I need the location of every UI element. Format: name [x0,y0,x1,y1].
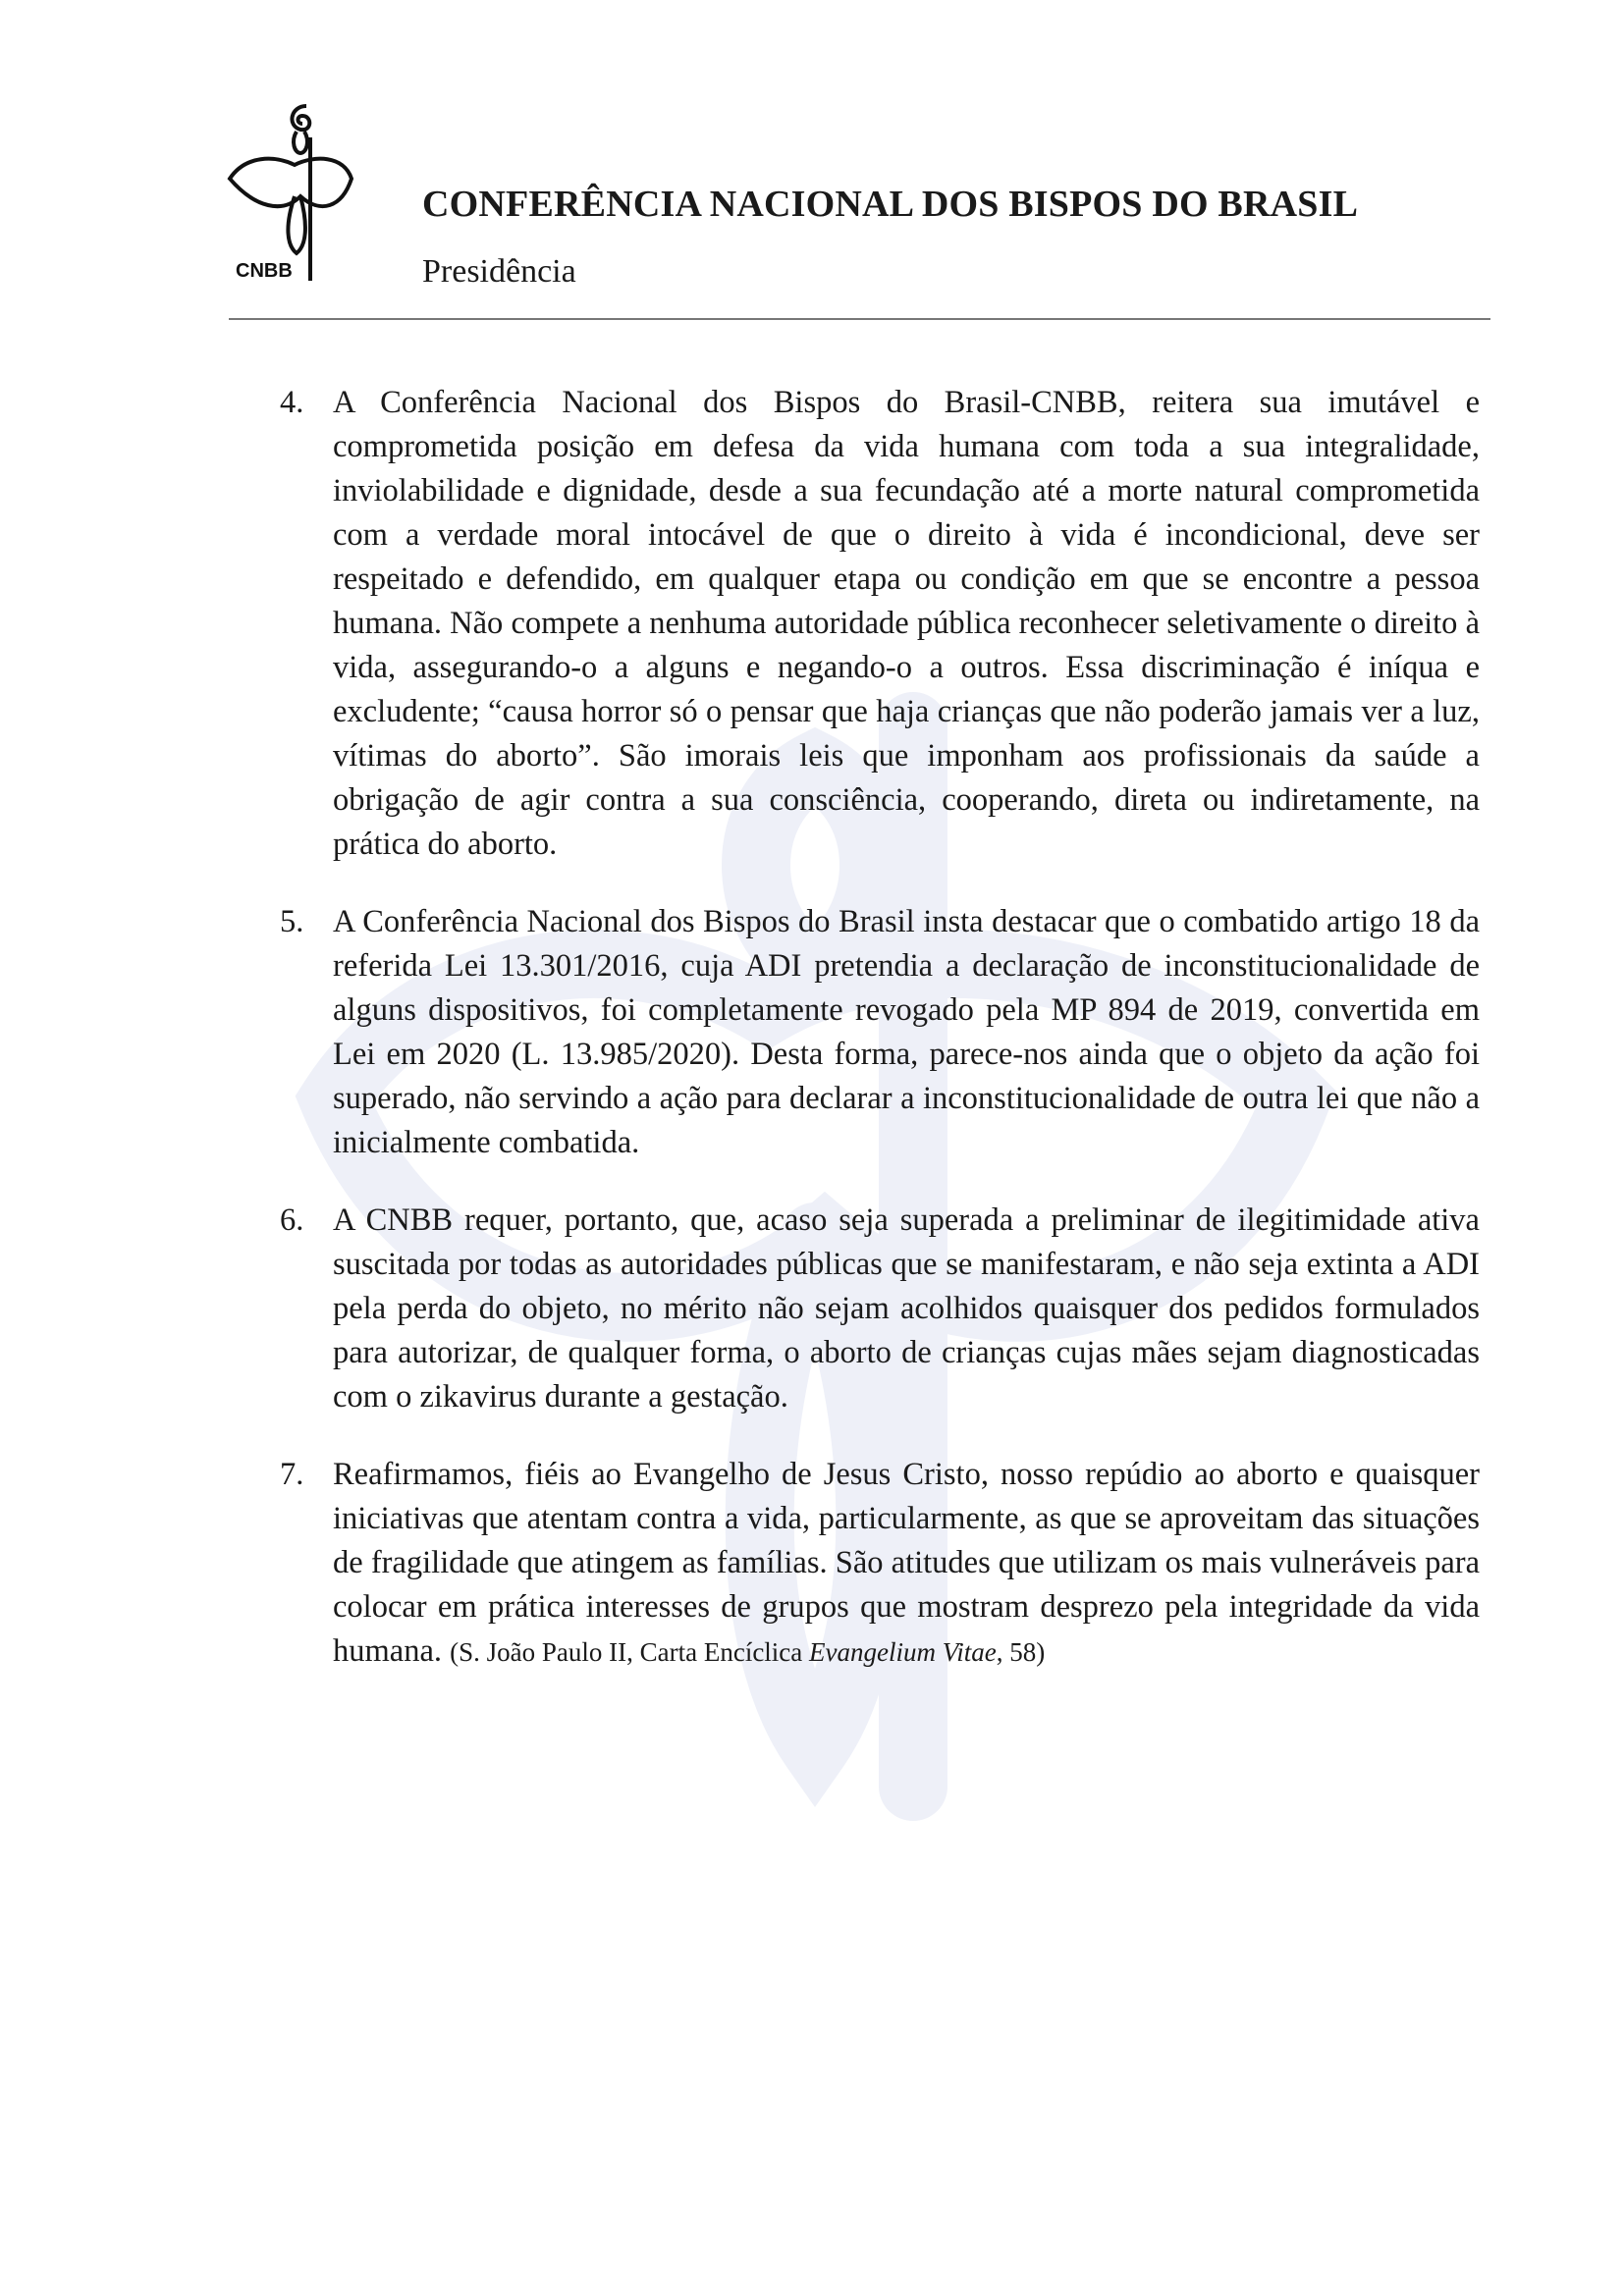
paragraph-text: A Conferência Nacional dos Bispos do Brasil-CNBB, reitera sua imutável e comprometida posição em defesa da vida humana com toda a sua integralidade, inviolabilidade e dignidade, desde a sua fecundação até a morte natural comprometida com a verdade moral intocável de que o direito à vida é incondicional, deve ser respeitado e defendido, em qualquer etapa ou condição em que se encontre a pessoa humana. Não compete a nenhuma autoridade pública reconhecer seletivamente o direito à vida, assegurando-o a alguns e negando-o a outros. Essa discriminação é iníqua e excludente; “causa horror só o pensar que haja crianças que não poderão jamais ver a luz, vítimas do aborto”. São imorais leis que imponham aos profissionais da saúde a obrigação de agir contra a sua consciência, cooperando, direta ou indiretamente, na prática do aborto. [333,385,1480,862]
paragraph-text-wrapper [333,1453,1480,1675]
paragraph-text: A Conferência Nacional dos Bispos do Brasil insta destacar que o combatido artigo 18 da referida Lei 13.301/2016, cuja ADI pretendia a declaração de inconstitucionalidade de alguns dispositivos, foi completamente revogado pela MP 894 de 2019, convertida em Lei em 2020 (L. 13.985/2020). Desta forma, parece-nos ainda que o objeto da ação foi superado, não servindo a ação para declarar a inconstitucionalidade de outra lei que não a inicialmente combatida. [333,904,1480,1160]
logo-text: CNBB [236,260,293,282]
paragraph-number: 4. [280,385,304,420]
paragraph-7 [280,1453,1480,1675]
organization-name: CONFERÊNCIA NACIONAL DOS BISPOS DO BRASIL [422,184,1359,225]
paragraph-number: 6. [280,1202,304,1238]
paragraph-6 [280,1199,1480,1419]
citation [450,1637,1045,1667]
paragraph-4 [280,381,1480,867]
paragraph-number: 7. [280,1457,304,1492]
citation-prefix: (S. João Paulo II, Carta Encíclica [450,1637,810,1667]
document-body [280,381,1480,1708]
paragraph-number: 5. [280,904,304,939]
department-subtitle: Presidência [422,253,576,290]
paragraph-text: A CNBB requer, portanto, que, acaso seja superada a preliminar de ilegitimidade ativa suscitada por todas as autoridades públicas que se manifestaram, e não seja extinta a ADI pela perda do objeto, no mérito não sejam acolhidos quaisquer dos pedidos formulados para autorizar, de qualquer forma, o aborto de crianças cujas mães sejam diagnosticadas com o zikavirus durante a gestação. [333,1202,1480,1415]
dove-logo-icon [226,98,353,285]
paragraph-text: Reafirmamos, fiéis ao Evangelho de Jesus Cristo, nosso repúdio ao aborto e quaisquer iniciativas que atentam contra a vida, particularmente, as que se aproveitam das situações de fragilidade que atingem as famílias. São atitudes que utilizam os mais vulneráveis para colocar em prática interesses de grupos que mostram desprezo pela integridade da vida humana. [333,1457,1480,1669]
citation-title: Evangelium Vitae [809,1637,997,1667]
letterhead [226,98,1492,324]
citation-suffix: , 58) [996,1637,1046,1667]
cnbb-logo [226,98,353,285]
paragraph-5 [280,900,1480,1165]
